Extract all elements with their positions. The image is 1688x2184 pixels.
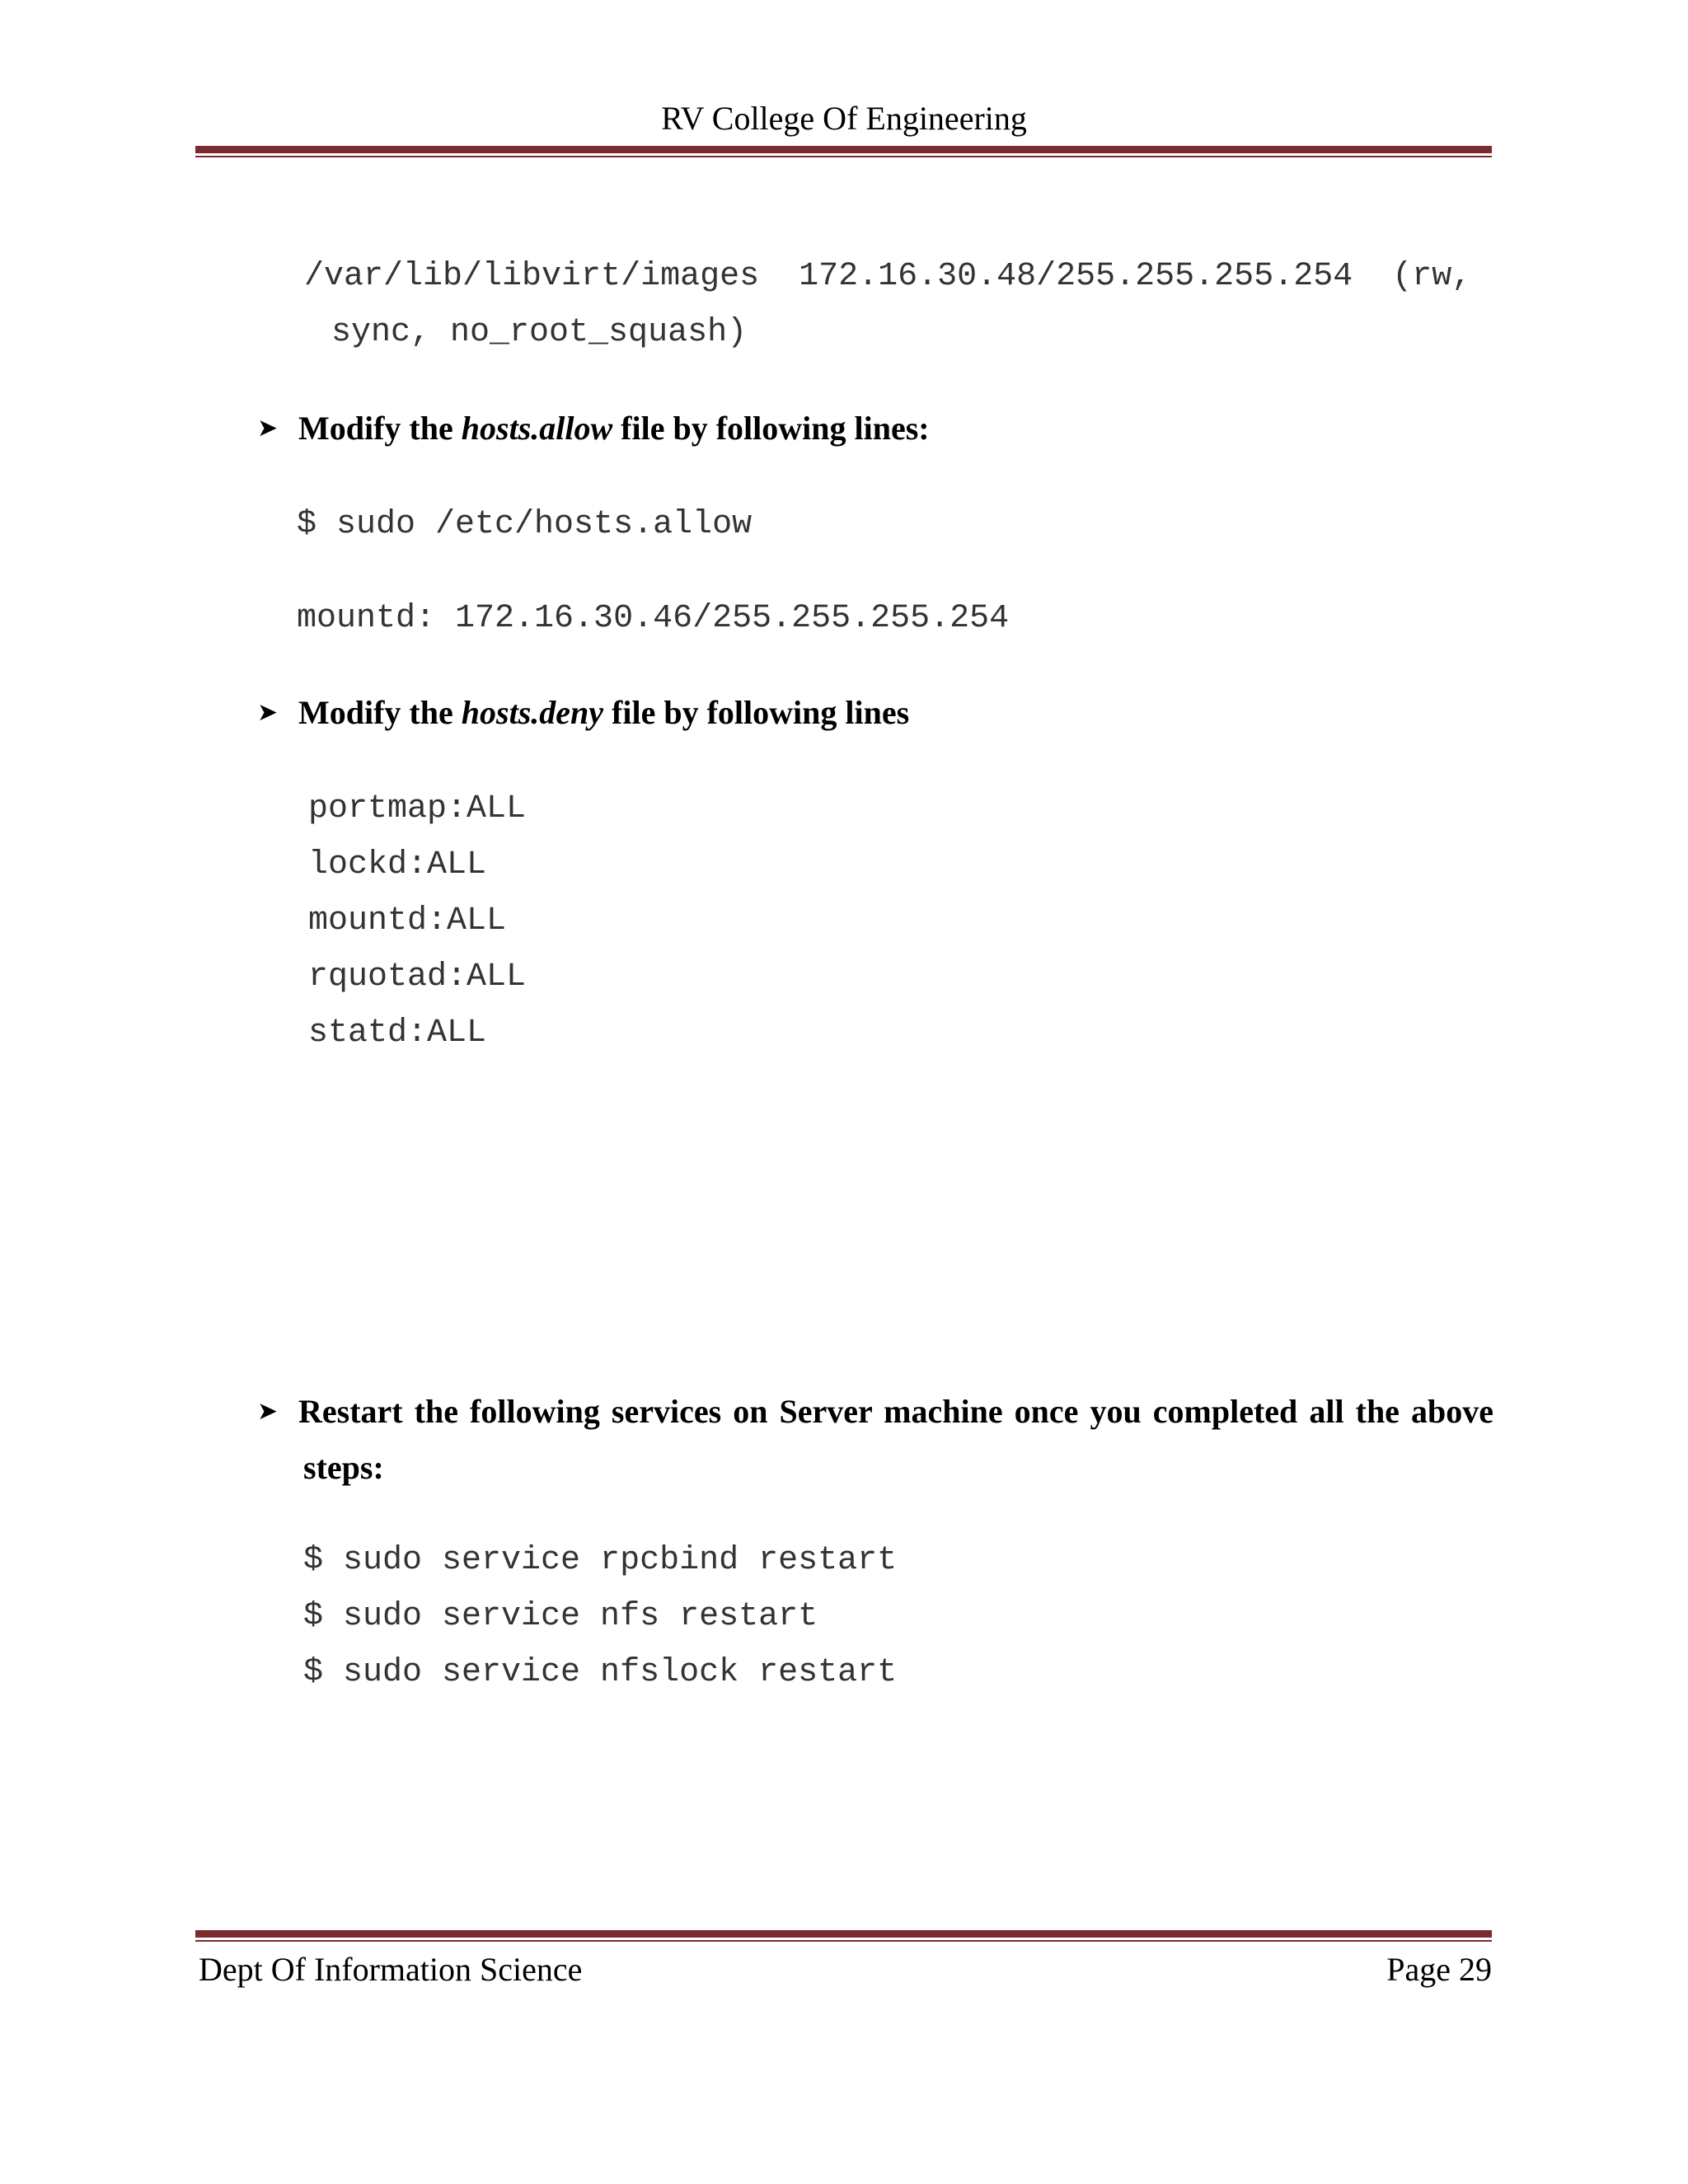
footer-rule xyxy=(195,1930,1492,1942)
header-title: RV College Of Engineering xyxy=(661,100,1027,137)
bullet-hosts-allow-text: Modify the hosts.allow file by following lines: xyxy=(298,410,930,447)
restart-command: $ sudo service nfs restart xyxy=(303,1598,818,1635)
restart-text-line-2: steps: xyxy=(303,1449,384,1486)
exports-line-1: /var/lib/libvirt/images 172.16.30.48/255.255.255.254 (rw, xyxy=(304,258,1472,295)
arrowhead-bullet-icon: ➤ xyxy=(257,698,279,727)
deny-line: mountd:ALL xyxy=(308,902,507,940)
arrowhead-bullet-icon: ➤ xyxy=(257,1397,279,1426)
hosts-deny-filename: hosts.deny xyxy=(461,694,604,731)
hosts-allow-entry: mountd: 172.16.30.46/255.255.255.254 xyxy=(297,600,1010,637)
deny-line: statd:ALL xyxy=(308,1015,487,1052)
arrowhead-bullet-icon: ➤ xyxy=(257,414,279,443)
page-number: Page 29 xyxy=(1386,1951,1492,1988)
footer-department: Dept Of Information Science xyxy=(199,1951,583,1988)
restart-text-line-1: Restart the following services on Server machine once you completed all the above xyxy=(298,1393,1493,1430)
exports-line-2: sync, no_root_squash) xyxy=(331,314,748,351)
header-rule xyxy=(195,146,1492,157)
restart-command: $ sudo service rpcbind restart xyxy=(303,1542,898,1579)
bullet-hosts-deny-text: Modify the hosts.deny file by following lines xyxy=(298,694,910,731)
deny-line: lockd:ALL xyxy=(308,846,487,883)
deny-line: rquotad:ALL xyxy=(308,958,527,996)
hosts-allow-command: $ sudo /etc/hosts.allow xyxy=(297,506,753,543)
hosts-allow-filename: hosts.allow xyxy=(461,410,613,447)
deny-line: portmap:ALL xyxy=(308,790,527,827)
restart-command: $ sudo service nfslock restart xyxy=(303,1654,898,1691)
